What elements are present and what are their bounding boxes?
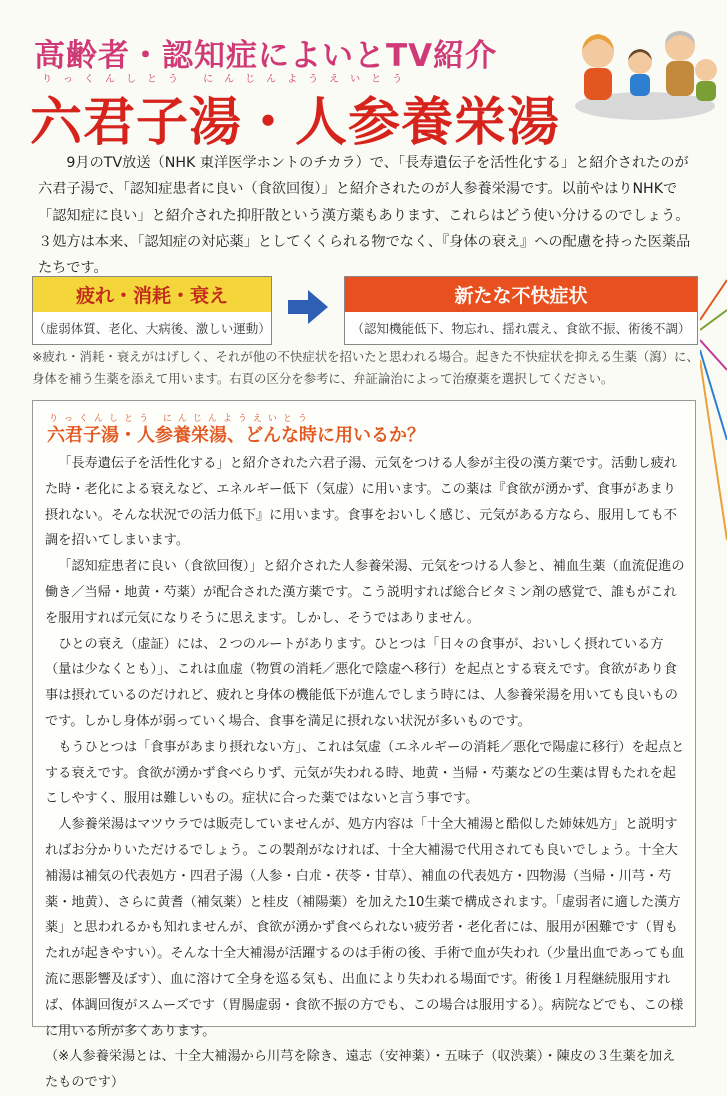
section-body — [45, 451, 687, 1096]
symptom-box — [344, 276, 698, 345]
header-subtitle: 高齢者・認知症によいとTV紹介 — [34, 38, 498, 74]
page-title: 六君子湯・人参養栄湯 — [30, 93, 561, 153]
arrow-right-icon — [288, 290, 328, 324]
symptom-heading: 新たな不快症状 — [345, 277, 697, 312]
paragraph: 人参養栄湯はマツウラでは販売していませんが、処方内容は「十全大補湯と酷似した姉妹処方」と説明すればお分かりいただけるでしょう。この製剤がなければ、十全大補湯で代用されても良いでしょう。十全大補湯は補気の代表処方・四君子湯（人参・白朮・茯苓・甘草）、補血の代表処方・四物湯（当帰・川芎・芍薬・地黄）、さらに黄耆（補気薬）と桂皮（補陽薬）を加えた10生薬で構成されます。「虚弱者に適した漢方薬」と思われるかも知れませんが、食欲が湧かず食べられない疲労者・老化者には、服用が困難です（胃もたれが起きやすい）。そんな十全大補湯が活躍するのは手術の後、手術で血が失われ（少量出血であっても血流に悪影響及ぼす）、血に溶けて全身を巡る気も、出血により失われる場面です。術後１月程継続服用すれば、体調回復がスムーズです（胃腸虚弱・食欲不振の方でも、この場合は服用する）。病院などでも、この様に用いる所が多くあります。 — [45, 817, 685, 1039]
cause-box — [32, 276, 272, 345]
section-title: 六君子湯・人参養栄湯、どんな時に用いるか？ — [47, 425, 425, 446]
paragraph: 「認知症患者に良い（食欲回復）」と紹介された人参養栄湯、元気をつける人参と、補血生薬（血流促進の働き／当帰・地黄・芍薬）が配合された漢方薬です。こう説明すれば総合ビタミン剤の感覚で、誰もがこれを服用すれば元気になりそうに思えます。しかし、そうではありません。 — [45, 559, 685, 626]
elderly-family-illustration — [560, 10, 720, 130]
paragraph: ひとの衰え（虚証）には、２つのルートがあります。ひとつは「日々の食事が、おいしく摂れている方（量は少なくとも）」、これは血虚（物質の消耗／悪化で陰虚へ移行）を起点とする衰えです。食欲があり食事は摂れているのだけれど、疲れと身体の機能低下が進んでしまう時には、人参養栄湯を用いても良いものです。しかし身体が弱っていく場合、食事を満足に摂れない状況が多いものです。 — [45, 636, 678, 729]
symptom-detail: （認知機能低下、物忘れ、揺れ震え、食欲不振、術後不調） — [351, 321, 691, 336]
paragraph: 「長寿遺伝子を活性化する」と紹介された六君子湯、元気をつける人参が主役の漢方薬です。活動し疲れた時・老化による衰えなど、エネルギー低下（気虚）に用います。この薬は『食欲が湧かず、食事があまり摂れない。そんな状況での活力低下』に用います。食事をおいしく感じ、元気がある方なら、服用しても不調を招いてしまいます。 — [45, 456, 677, 549]
intro-paragraph: 9月のTV放送（NHK 東洋医学ホントのチカラ）で、「長寿遺伝子を活性化する」と紹介されたのが六君子湯で、「認知症患者に良い（食欲回復）」と紹介されたのが人参養栄湯です。以前やはりNHKで「認知症に良い」と紹介された抑肝散という漢方薬もあります、これらはどう使い分けるのでしょう。３処方は本来、「認知症の対応薬」としてくくられる物でなく、『身体の衰え』への配慮を持った医薬品たちです。 — [38, 155, 691, 277]
footnote: ※疲れ・消耗・衰えがはげしく、それが他の不快症状を招いたと思われる場合。起きた不快症状を抑える生薬（瀉）に、身体を補う生薬を添えて用います。右頁の区分を参考に、弁証論治によって治療薬を選択してください。 — [32, 349, 699, 386]
cause-heading: 疲れ・消耗・衰え — [33, 277, 271, 312]
title-ruby: りっくんしとう にんじんようえいとう — [42, 74, 414, 85]
usage-panel — [32, 400, 696, 1091]
paragraph-note: （※人参養栄湯とは、十全大補湯から川芎を除き、遠志（安神薬）・五味子（収渋薬）・陳皮の３生薬を加えたものです） — [45, 1049, 676, 1091]
paragraph: もうひとつは「食事があまり摂れない方」、これは気虚（エネルギーの消耗／悪化で陽虚に移行）を起点とする衰えです。食欲が湧かず食べらりず、元気が失われる時、地黄・当帰・芍薬などの生薬は胃もたれを起こしやすく、服用は難しいもの。症状に合った薬ではないと言う事です。 — [45, 739, 685, 807]
cause-detail: （虚弱体質、老化、大病後、激しい運動） — [33, 321, 271, 336]
decorative-lines — [700, 240, 727, 660]
section-title-ruby: りっくんしとう にんじんようえいとう — [49, 414, 313, 424]
